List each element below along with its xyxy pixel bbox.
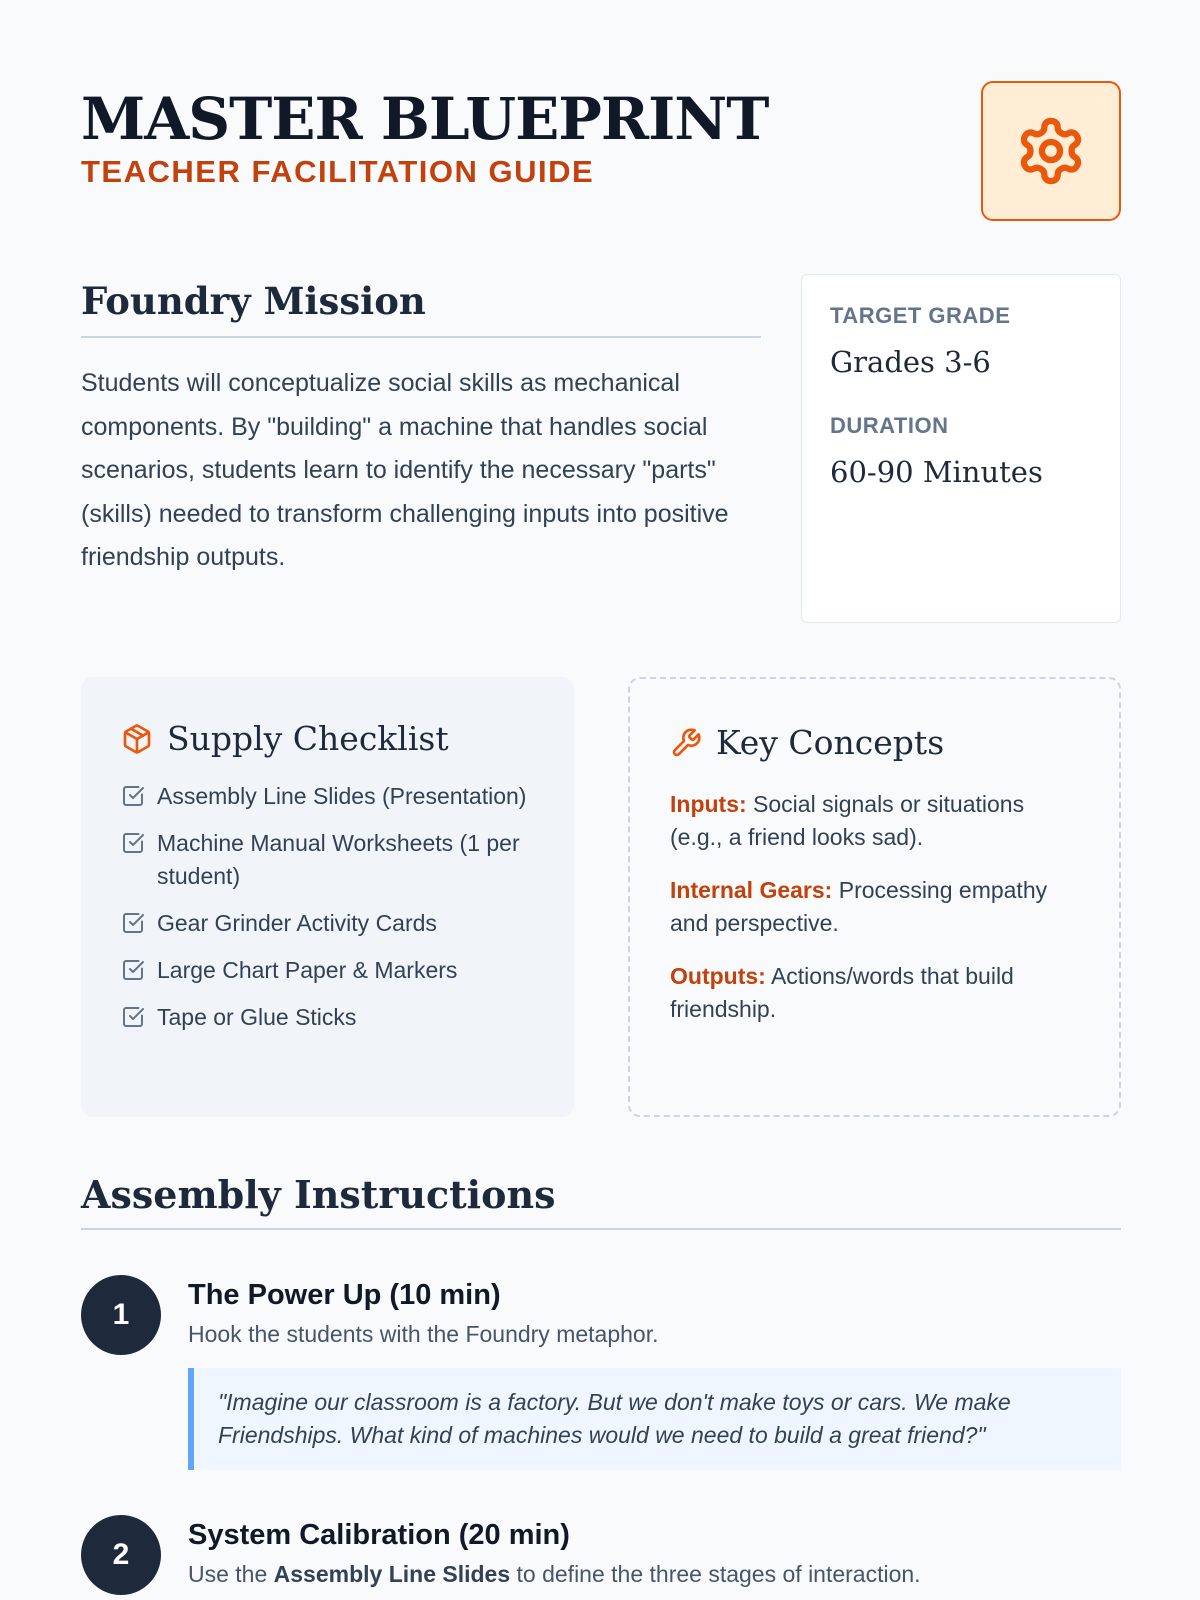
checkbox-icon (121, 1005, 145, 1029)
step-body (188, 1275, 1121, 1470)
duration-value: 60-90 Minutes (830, 455, 1043, 489)
concepts-header (670, 723, 1079, 762)
list-item-label: Machine Manual Worksheets (1 per student) (157, 830, 520, 889)
step-title: System Calibration (20 min) (188, 1519, 570, 1551)
mission-title: Foundry Mission (81, 278, 761, 338)
list-item-label: Tape or Glue Sticks (157, 1004, 357, 1030)
supply-list (121, 780, 534, 1034)
mission-section (81, 278, 761, 580)
key-concepts-card (628, 677, 1121, 1117)
gear-icon (1015, 115, 1087, 187)
step-desc-post: to define the three stages of interaction. (510, 1561, 921, 1587)
concepts-title: Key Concepts (716, 723, 945, 762)
grade-label: TARGET GRADE (830, 303, 1011, 328)
step-desc-pre: Use the (188, 1561, 274, 1587)
list-item[interactable] (121, 1001, 534, 1034)
concept-desc: Processing empathy and perspective. (670, 877, 1048, 936)
step-title: The Power Up (10 min) (188, 1279, 501, 1311)
step-body (188, 1515, 1121, 1588)
list-item[interactable] (121, 827, 534, 893)
logo-badge (981, 81, 1121, 221)
concept-term: Internal Gears: (670, 877, 833, 903)
assembly-section (81, 1172, 1121, 1230)
concept-term: Inputs: (670, 791, 747, 817)
checkbox-icon (121, 784, 145, 808)
list-item[interactable] (121, 780, 534, 813)
step-number: 1 (81, 1275, 161, 1355)
concept-desc: Actions/words that build friendship. (670, 963, 1014, 1022)
checkbox-icon (121, 958, 145, 982)
assembly-title: Assembly Instructions (81, 1172, 1121, 1230)
concept-item (670, 874, 1079, 940)
step-quote: "Imagine our classroom is a factory. But we don't make toys or cars. We make Friendships. What kind of machines would we need to build a great friend?" (188, 1368, 1121, 1470)
grade-value: Grades 3-6 (830, 345, 991, 379)
wrench-icon (670, 727, 702, 759)
concept-desc: Social signals or situations (e.g., a friend looks sad). (670, 791, 1025, 850)
supply-checklist-card (81, 677, 574, 1117)
box-icon (121, 723, 153, 755)
concept-item (670, 788, 1079, 854)
list-item-label: Assembly Line Slides (Presentation) (157, 783, 527, 809)
header (81, 86, 1121, 226)
supply-title: Supply Checklist (167, 719, 449, 758)
list-item-label: Gear Grinder Activity Cards (157, 910, 437, 936)
step-number: 2 (81, 1515, 161, 1595)
step-desc: Hook the students with the Foundry metaphor. (188, 1321, 659, 1347)
list-item[interactable] (121, 954, 534, 987)
list-item-label: Large Chart Paper & Markers (157, 957, 458, 983)
duration-label: DURATION (830, 413, 949, 438)
checkbox-icon (121, 911, 145, 935)
supply-header (121, 719, 534, 758)
list-item[interactable] (121, 907, 534, 940)
page-title: MASTER BLUEPRINT (81, 85, 769, 153)
concept-term: Outputs: (670, 963, 766, 989)
concept-item (670, 960, 1079, 1026)
step-desc (188, 1561, 1121, 1588)
checkbox-icon (121, 831, 145, 855)
mission-text: Students will conceptualize social skills as mechanical components. By "building" a machine that handles social scenarios, students learn to identify the necessary "parts" (skills) needed to transform challenging inputs into positive friendship outputs. (81, 369, 729, 571)
page-subtitle: TEACHER FACILITATION GUIDE (81, 154, 595, 189)
info-card (801, 274, 1121, 623)
step-desc-bold: Assembly Line Slides (273, 1561, 511, 1587)
